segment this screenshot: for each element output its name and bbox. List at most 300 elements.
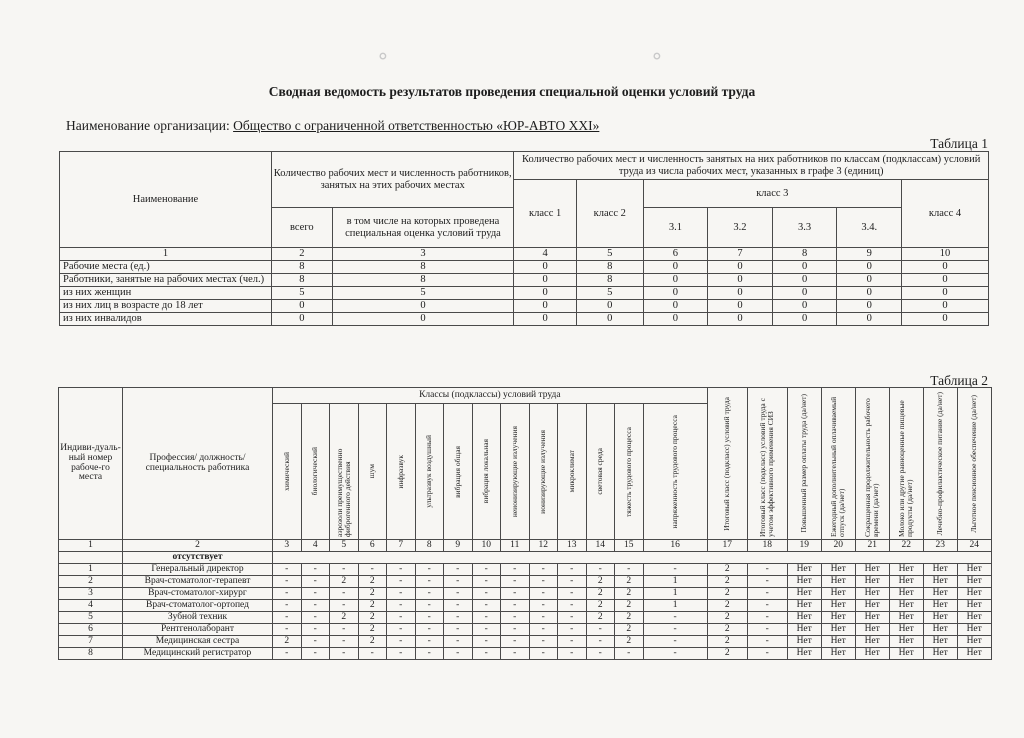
table2-cell: - [501,648,530,660]
table1-column-number: 5 [576,248,643,261]
table2-column-number: 13 [558,540,587,552]
summary-table-2 [58,387,992,660]
table2-extra-label: Лечебно-профилактическое питание (да/нет) [935,391,945,536]
table2-cell: 2 [707,624,747,636]
table1-caption: Таблица 1 [930,136,988,151]
table2-factor-label: химический [281,452,291,491]
table2-factor-header [615,404,644,540]
table2-cell: Нет [855,612,889,624]
table2-factor-label: микроклимат [566,450,576,493]
table2-cell: 2 [615,588,644,600]
table2-cell: - [643,564,707,576]
table2-cell: - [330,600,359,612]
table2-column-number: 3 [273,540,302,552]
table2-factor-label: напряженность трудового процесса [670,414,680,529]
table1-header-classes: Количество рабочих мест и численность занятых на них работников по классам (подклассам) условий труда из числа рабочих мест, указанных в графе 3 (единиц) [514,152,989,180]
table2-row-number: 2 [59,576,123,588]
table2-cell: 2 [358,588,387,600]
table1-cell: 0 [272,313,333,326]
table2-factor-label: неионизирующие излучения [509,425,519,518]
table2-cell: 2 [615,636,644,648]
table2-cell: Нет [855,600,889,612]
table2-cell: - [444,636,473,648]
table1-row-name: Работники, занятые на рабочих местах (чел.) [60,274,272,287]
table2-cell: - [301,564,330,576]
table2-column-number: 18 [747,540,787,552]
table2-cell: 2 [330,612,359,624]
table2-cell: 1 [643,588,707,600]
table2-cell: - [615,648,644,660]
table2-cell: - [747,600,787,612]
table2-cell: Нет [787,648,821,660]
table2-cell: Нет [957,588,991,600]
table1-cell: 0 [772,300,837,313]
table2-cell: Нет [821,576,855,588]
table1-header-class3: класс 3 [643,180,901,208]
table1-cell: 0 [514,313,577,326]
table1-cell: 0 [837,313,902,326]
table2-column-number: 15 [615,540,644,552]
table2-cell: - [415,648,444,660]
table2-cell: Нет [957,576,991,588]
table2-cell: - [415,600,444,612]
table2-cell: - [643,624,707,636]
table2-extra-label: Повышенный размер оплаты труда (да/нет) [799,394,809,533]
table2-factor-header [501,404,530,540]
table2-absent-row [59,552,992,564]
table2-factor-label: аэрозоли преимущественно фиброгенного действия [334,448,352,537]
table2-column-number: 9 [444,540,473,552]
table2-row-profession: Медицинская сестра [123,636,273,648]
table2-cell: Нет [923,636,957,648]
table2-cell: - [501,600,530,612]
table2-row-profession: Врач-стоматолог-ортопед [123,600,273,612]
table2-row-number: 7 [59,636,123,648]
table2-extra-label: Итоговый класс (подкласс) условий труда с учетом эффективного применения СИЗ [758,398,776,537]
table2-cell: - [444,648,473,660]
table2-cell: - [444,564,473,576]
table2-cell: Нет [787,588,821,600]
table-row [59,600,992,612]
table2-row-profession: Медицинский регистратор [123,648,273,660]
table1-cell: 0 [643,274,708,287]
table2-cell: Нет [889,588,923,600]
table2-cell: Нет [957,612,991,624]
table2-cell: 2 [615,612,644,624]
table2-cell: - [415,612,444,624]
table2-column-number: 14 [586,540,615,552]
table2-row-number: 1 [59,564,123,576]
table1-cell: 0 [902,313,989,326]
table-row [60,261,989,274]
table2-cell: - [501,588,530,600]
table1-cell: 0 [837,274,902,287]
table2-cell: - [472,576,501,588]
table2-cell: 2 [707,636,747,648]
table2-cell: 2 [586,588,615,600]
table1-row-name: из них инвалидов [60,313,272,326]
table2-cell: Нет [923,612,957,624]
table2-cell: - [415,636,444,648]
table1-cell: 0 [902,300,989,313]
table-row [59,648,992,660]
table2-cell: - [472,624,501,636]
table2-cell: - [472,636,501,648]
table1-row-name: из них женщин [60,287,272,300]
table2-extra-header [855,388,889,540]
table2-cell: - [444,624,473,636]
table2-column-number: 21 [855,540,889,552]
table2-cell: - [529,624,558,636]
table1-column-number: 1 [60,248,272,261]
table1-header-assessed: в том числе на которых проведена специальная оценка условий труда [332,208,514,248]
table1-cell: 0 [902,287,989,300]
table2-column-number: 2 [123,540,273,552]
table1-cell: 0 [514,274,577,287]
table1-cell: 0 [708,261,773,274]
table2-extra-header [957,388,991,540]
table1-column-number: 3 [332,248,514,261]
table2-cell: - [643,612,707,624]
table2-absent-empty [59,552,123,564]
table2-cell: 1 [643,600,707,612]
table1-cell: 0 [772,261,837,274]
table2-cell: 2 [707,564,747,576]
table2-cell: - [586,624,615,636]
table1-cell: 0 [272,300,333,313]
table2-factor-header [273,404,302,540]
table2-caption: Таблица 2 [930,373,988,388]
table2-extra-header [923,388,957,540]
table1-cell: 0 [837,261,902,274]
table2-extra-header [707,388,747,540]
table2-row-number: 6 [59,624,123,636]
table2-cell: - [501,624,530,636]
table2-factor-header [415,404,444,540]
table2-cell: - [558,600,587,612]
table2-cell: - [558,624,587,636]
table2-cell: - [358,648,387,660]
table2-factor-label: биологический [310,447,320,496]
table2-cell: - [529,612,558,624]
table2-cell: Нет [889,624,923,636]
table2-cell: - [529,648,558,660]
table2-column-number: 22 [889,540,923,552]
table2-cell: Нет [923,564,957,576]
table2-cell: Нет [923,648,957,660]
table1-cell: 0 [643,287,708,300]
table2-factor-header [444,404,473,540]
table2-factor-label: световая среда [595,448,605,495]
table2-extra-label: Молоко или другие равноценные пищевые продукты (да/нет) [897,400,915,537]
table-row [60,313,989,326]
table2-cell: - [558,636,587,648]
table2-cell: Нет [957,600,991,612]
table1-cell: 8 [332,261,514,274]
table2-cell: - [501,576,530,588]
table2-cell: Нет [923,588,957,600]
table2-cell: Нет [889,612,923,624]
table2-cell: - [273,600,302,612]
table2-cell: 2 [707,600,747,612]
table2-cell: Нет [787,564,821,576]
table2-column-number: 19 [787,540,821,552]
table-row [59,624,992,636]
table2-cell: - [444,600,473,612]
table1-cell: 8 [332,274,514,287]
table2-cell: 2 [586,600,615,612]
table2-cell: - [301,576,330,588]
table1-header-class2: класс 2 [576,180,643,248]
table2-row-profession: Врач-стоматолог-хирург [123,588,273,600]
table2-cell: - [615,564,644,576]
table2-header-classes: Классы (подклассы) условий труда [273,388,708,404]
table2-cell: Нет [923,576,957,588]
table2-cell: - [444,612,473,624]
table1-column-number: 6 [643,248,708,261]
organization-line [66,118,599,134]
table1-column-number: 7 [708,248,773,261]
table2-cell: 2 [615,576,644,588]
table1-cell: 0 [708,300,773,313]
table2-cell: Нет [821,624,855,636]
table1-header-3-1: 3.1 [643,208,708,248]
table1-row-name: Рабочие места (ед.) [60,261,272,274]
table1-cell: 0 [902,261,989,274]
table1-cell: 0 [576,300,643,313]
table2-cell: 2 [586,576,615,588]
table2-cell: - [558,612,587,624]
table2-row-number: 4 [59,600,123,612]
table1-cell: 5 [272,287,333,300]
table1-cell: 8 [272,261,333,274]
table2-absent-label: отсутствует [123,552,273,564]
table2-cell: - [273,648,302,660]
table2-cell: 2 [615,600,644,612]
table2-column-number: 17 [707,540,747,552]
table2-cell: Нет [855,636,889,648]
table2-row-number: 3 [59,588,123,600]
table2-cell: Нет [787,600,821,612]
table2-cell: 2 [330,576,359,588]
table2-cell: - [387,588,416,600]
table2-cell: Нет [787,576,821,588]
table1-row-name: из них лиц в возрасте до 18 лет [60,300,272,313]
table2-cell: - [643,636,707,648]
table-row [59,588,992,600]
table2-cell: - [387,612,416,624]
table1-header-name: Наименование [60,152,272,248]
table2-cell: - [747,564,787,576]
table2-cell: - [472,648,501,660]
table2-cell: - [529,600,558,612]
table2-cell: - [273,624,302,636]
table2-cell: - [501,636,530,648]
table1-cell: 5 [332,287,514,300]
table2-column-number: 24 [957,540,991,552]
table2-cell: 2 [615,624,644,636]
table-row [59,612,992,624]
table1-cell: 8 [576,274,643,287]
table2-cell: 2 [707,588,747,600]
table2-cell: - [529,588,558,600]
table1-cell: 0 [708,313,773,326]
table2-cell: Нет [855,564,889,576]
table2-cell: Нет [923,600,957,612]
table1-column-numbers [60,248,989,261]
table2-cell: 2 [358,636,387,648]
table2-cell: - [330,564,359,576]
table2-cell: - [415,576,444,588]
table2-cell: - [529,576,558,588]
table1-column-number: 2 [272,248,333,261]
table2-cell: - [747,624,787,636]
table1-cell: 0 [514,261,577,274]
table1-cell: 0 [837,300,902,313]
table2-cell: - [472,564,501,576]
table2-extra-label: Ежегодный дополнительный оплачиваемый отпуск (да/нет) [829,396,847,537]
table1-cell: 0 [708,287,773,300]
table1-cell: 0 [837,287,902,300]
table2-cell: - [301,588,330,600]
table2-cell: Нет [957,636,991,648]
table2-cell: - [529,636,558,648]
table2-extra-label: Льготное пенсионное обеспечение (да/нет) [969,394,979,533]
table1-header-total: всего [272,208,333,248]
table2-extra-header [821,388,855,540]
table1-cell: 0 [643,261,708,274]
table2-cell: - [387,576,416,588]
table1-column-number: 9 [837,248,902,261]
table1-cell: 0 [332,313,514,326]
table2-extra-label: Сокращенная продолжительность рабочего времени (да/нет) [863,398,881,537]
table1-header-count: Количество рабочих мест и численность работников, занятых на этих рабочих местах [272,152,514,208]
table2-factor-header [387,404,416,540]
table2-cell: - [415,624,444,636]
table2-factor-label: инфразвук [395,454,405,489]
table-row [60,300,989,313]
table2-cell: - [586,636,615,648]
table2-cell: - [301,648,330,660]
table2-column-number: 1 [59,540,123,552]
table2-column-number: 7 [387,540,416,552]
table2-cell: - [472,588,501,600]
table2-cell: - [330,636,359,648]
table2-cell: - [387,648,416,660]
table2-extra-header [747,388,787,540]
table1-cell: 0 [514,300,577,313]
table1-cell: 0 [576,313,643,326]
table2-factor-label: вибрация локальная [481,439,491,504]
table2-cell: - [273,612,302,624]
table2-cell: - [273,564,302,576]
table2-cell: 1 [643,576,707,588]
table2-cell: - [444,588,473,600]
table1-column-number: 4 [514,248,577,261]
table2-cell: Нет [821,612,855,624]
table2-cell: - [330,648,359,660]
table2-cell: Нет [821,648,855,660]
table2-cell: - [273,588,302,600]
table2-cell: - [387,636,416,648]
table1-header-3-2: 3.2 [708,208,773,248]
table2-column-number: 23 [923,540,957,552]
table2-cell: Нет [889,564,923,576]
table1-header-class1: класс 1 [514,180,577,248]
table1-cell: 0 [332,300,514,313]
table1-header-3-4: 3.4. [837,208,902,248]
table2-cell: - [501,564,530,576]
table2-cell: Нет [855,624,889,636]
table2-cell: - [444,576,473,588]
table2-header-id: Индиви-дуаль-ный номер рабоче-го места [59,388,123,540]
table2-factor-header [643,404,707,540]
table2-cell: - [301,624,330,636]
table2-cell: 2 [358,600,387,612]
table2-column-number: 8 [415,540,444,552]
table2-cell: - [586,564,615,576]
table2-extra-header [787,388,821,540]
table2-cell: 2 [707,648,747,660]
table2-factor-header [558,404,587,540]
table2-cell: Нет [889,636,923,648]
table1-column-number: 10 [902,248,989,261]
table2-cell: Нет [787,612,821,624]
table2-column-number: 12 [529,540,558,552]
table1-cell: 0 [514,287,577,300]
table1-header-3-3: 3.3 [772,208,837,248]
table2-cell: Нет [923,624,957,636]
table-row [60,287,989,300]
table-row [60,274,989,287]
table1-cell: 0 [643,300,708,313]
organization-label: Наименование организации: [66,118,230,133]
table2-cell: 2 [707,612,747,624]
table2-column-number: 10 [472,540,501,552]
table2-cell: 2 [358,624,387,636]
table2-row-number: 5 [59,612,123,624]
table2-cell: - [415,564,444,576]
table2-cell: Нет [889,648,923,660]
table2-cell: - [747,576,787,588]
table2-cell: - [747,588,787,600]
table2-cell: - [472,600,501,612]
table1-cell: 8 [576,261,643,274]
organization-name: Общество с ограниченной ответственностью «ЮР-АВТО XXI» [233,118,600,133]
table2-row-number: 8 [59,648,123,660]
table1-cell: 0 [772,287,837,300]
table2-cell: - [415,588,444,600]
table2-factor-label: тяжесть трудового процесса [623,426,633,517]
table2-factor-header [586,404,615,540]
table2-cell: 2 [358,612,387,624]
table2-factor-header [529,404,558,540]
table1-header-class4: класс 4 [902,180,989,248]
table2-header-profession: Профессия/ должность/ специальность работника [123,388,273,540]
table2-factor-header [358,404,387,540]
table2-row-profession: Рентгенолаборант [123,624,273,636]
table1-cell: 0 [772,274,837,287]
table1-cell: 8 [272,274,333,287]
table2-cell: - [558,648,587,660]
table2-factor-label: вибрация общая [452,445,462,498]
table2-cell: - [301,612,330,624]
table1-cell: 0 [772,313,837,326]
table2-cell: - [387,600,416,612]
punch-hole-mark: ∘ [650,44,664,69]
table2-column-numbers [59,540,992,552]
table2-cell: Нет [957,648,991,660]
